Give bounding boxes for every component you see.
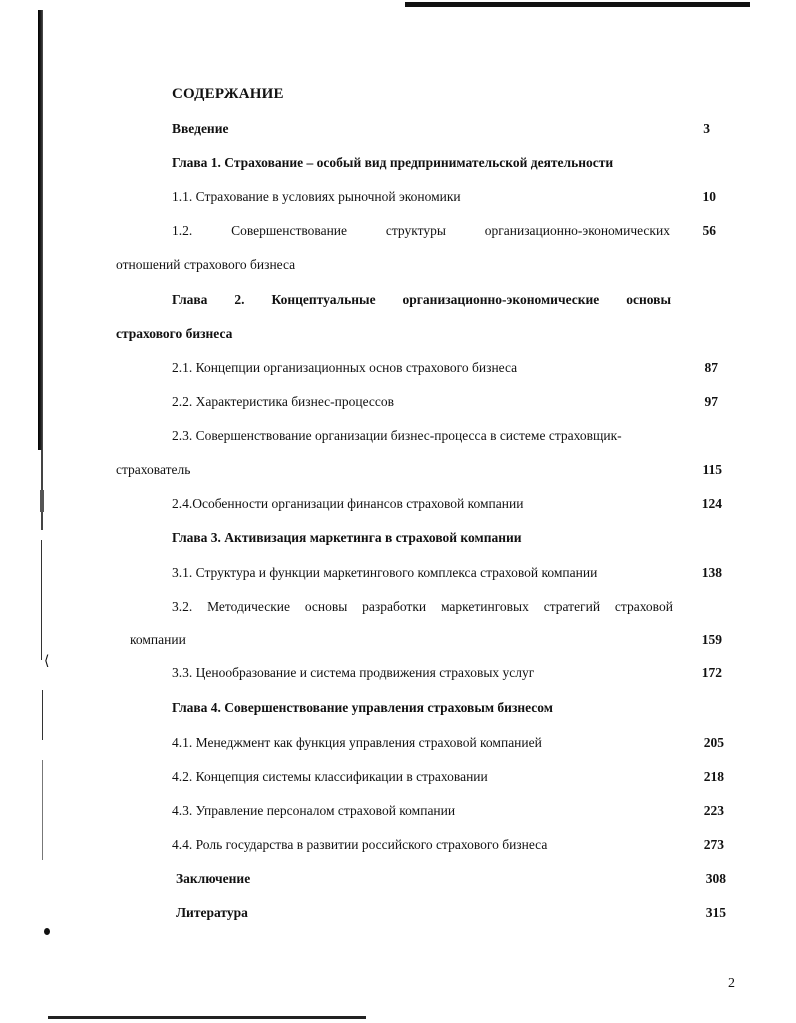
toc-entry-text: Литература bbox=[176, 905, 248, 920]
toc-entry-text: Введение bbox=[172, 121, 229, 136]
toc-entry-page: 273 bbox=[703, 837, 724, 852]
scan-edge-bottom bbox=[48, 1016, 366, 1019]
toc-entry-conclusion bbox=[0, 868, 796, 890]
toc-entry-bibliography bbox=[0, 902, 796, 924]
toc-entry-page: 205 bbox=[703, 735, 724, 750]
toc-entry-text: 4.3. Управление персоналом страховой компании bbox=[172, 803, 456, 818]
toc-entry-text: 2.2. Характеристика бизнес-процессов bbox=[172, 394, 395, 409]
toc-entry-text: Глава 1. Страхование – особый вид предпринимательской деятельности bbox=[172, 155, 614, 170]
toc-entry-text bbox=[172, 289, 671, 311]
scan-dot bbox=[44, 928, 50, 935]
toc-entry-text-cont: страхователь bbox=[116, 462, 191, 477]
toc-entry-text-cont: отношений страхового бизнеса bbox=[116, 257, 296, 272]
toc-entry-text-cont: компании bbox=[130, 632, 186, 647]
word: основы bbox=[304, 599, 348, 614]
toc-entry-text: 3.1. Структура и функции маркетингового комплекса страховой компании bbox=[172, 565, 598, 580]
toc-entry-page: 115 bbox=[702, 462, 722, 477]
toc-entry-text bbox=[172, 596, 673, 618]
toc-entry-2-1 bbox=[0, 357, 796, 379]
scan-artifact-glyph: ⟨ bbox=[44, 654, 50, 669]
toc-entry-page: 3 bbox=[703, 121, 710, 136]
toc-entry-3-2-cont bbox=[0, 629, 796, 651]
toc-entry-page: 315 bbox=[705, 905, 726, 920]
toc-entry-page: 308 bbox=[705, 871, 726, 886]
word: организационно-экономических bbox=[484, 223, 670, 238]
toc-entry-page: 223 bbox=[703, 803, 724, 818]
word: маркетинговых bbox=[440, 599, 529, 614]
toc-chapter-4 bbox=[0, 697, 796, 719]
toc-entry-page: 56 bbox=[702, 223, 716, 238]
toc-entry-page: 124 bbox=[701, 496, 722, 511]
toc-chapter-2-cont bbox=[0, 323, 796, 345]
toc-entry-1-2 bbox=[0, 220, 796, 242]
toc-entry-4-3 bbox=[0, 800, 796, 822]
word: 2. bbox=[234, 292, 245, 307]
word: разработки bbox=[362, 599, 427, 614]
toc-title: СОДЕРЖАНИЕ bbox=[172, 86, 284, 102]
toc-chapter-1 bbox=[0, 152, 796, 174]
word: основы bbox=[626, 292, 671, 307]
word: Совершенствование bbox=[231, 223, 348, 238]
word: организационно-экономические bbox=[402, 292, 600, 307]
toc-entry-text: 4.1. Менеджмент как функция управления страховой компанией bbox=[172, 735, 542, 750]
toc-entry-page: 172 bbox=[701, 665, 722, 680]
toc-entry-1-1 bbox=[0, 186, 796, 208]
toc-entry-page: 218 bbox=[703, 769, 724, 784]
word: Концептуальные bbox=[271, 292, 376, 307]
scan-edge-top bbox=[405, 2, 750, 7]
toc-entry-text: 4.4. Роль государства в развитии российского страхового бизнеса bbox=[172, 837, 548, 852]
toc-entry-2-3 bbox=[0, 425, 796, 447]
word: Глава bbox=[172, 292, 208, 307]
word: стратегий bbox=[543, 599, 601, 614]
toc-entry-4-2 bbox=[0, 766, 796, 788]
toc-entry-page: 87 bbox=[704, 360, 718, 375]
toc-entry-2-3-cont bbox=[0, 459, 796, 481]
toc-entry-page: 97 bbox=[704, 394, 718, 409]
toc-entry-text: 4.2. Концепция системы классификации в страховании bbox=[172, 769, 488, 784]
toc-entry-page: 159 bbox=[701, 632, 722, 647]
toc-entry-text: 2.1. Концепции организационных основ страхового бизнеса bbox=[172, 360, 518, 375]
page-number: 2 bbox=[728, 976, 735, 991]
toc-entry-2-2 bbox=[0, 391, 796, 413]
toc-entry-text: Заключение bbox=[176, 871, 251, 886]
toc-entry-4-4 bbox=[0, 834, 796, 856]
toc-entry-text: 1.1. Страхование в условиях рыночной экономики bbox=[172, 189, 461, 204]
toc-entry-text: Глава 4. Совершенствование управления страховым бизнесом bbox=[172, 700, 553, 715]
toc-entry-page: 10 bbox=[702, 189, 716, 204]
word: 1.2. bbox=[172, 223, 193, 238]
word: 3.2. bbox=[172, 599, 193, 614]
toc-chapter-2 bbox=[0, 289, 796, 311]
toc-entry-text: 3.3. Ценообразование и система продвижения страховых услуг bbox=[172, 665, 535, 680]
word: Методические bbox=[207, 599, 290, 614]
toc-entry-text bbox=[172, 220, 670, 242]
toc-entry-page: 138 bbox=[701, 565, 722, 580]
toc-entry-text-cont: страхового бизнеса bbox=[116, 326, 233, 341]
word: страховой bbox=[614, 599, 673, 614]
toc-entry-text: 2.3. Совершенствование организации бизнес-процесса в системе страховщик- bbox=[172, 428, 622, 443]
toc-entry-2-4 bbox=[0, 493, 796, 515]
toc-entry-1-2-cont bbox=[0, 254, 796, 276]
toc-entry-text: Глава 3. Активизация маркетинга в страховой компании bbox=[172, 530, 522, 545]
toc-chapter-3 bbox=[0, 527, 796, 549]
toc-entry-text: 2.4.Особенности организации финансов страховой компании bbox=[172, 496, 524, 511]
toc-entry-3-3 bbox=[0, 662, 796, 684]
toc-entry-introduction bbox=[0, 118, 796, 140]
toc-entry-4-1 bbox=[0, 732, 796, 754]
toc-entry-3-2 bbox=[0, 596, 796, 618]
word: структуры bbox=[385, 223, 446, 238]
toc-entry-3-1 bbox=[0, 562, 796, 584]
